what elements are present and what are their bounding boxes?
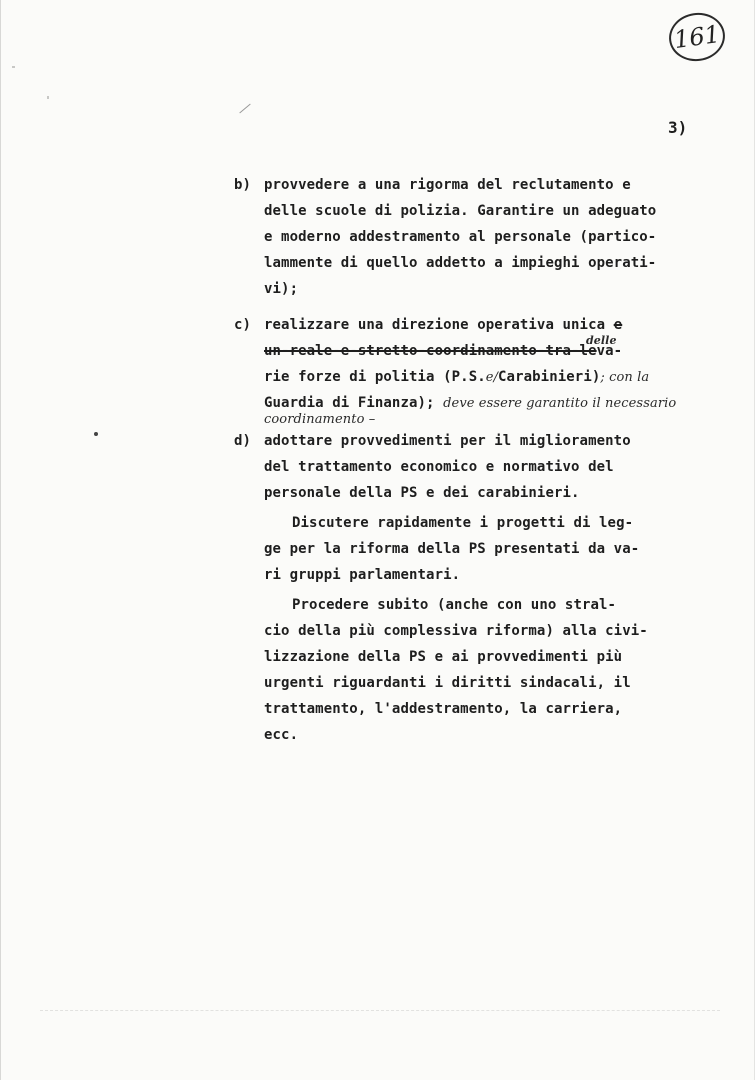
item-c-text: realizzare una direzione operativa unica <box>264 317 606 333</box>
page-number: 3) <box>668 118 688 137</box>
scan-speck <box>94 432 98 436</box>
item-c-line <box>234 334 714 364</box>
item-c-marker: c) <box>234 317 252 333</box>
item-c-text: rie forze di politia (P.S. <box>264 369 486 385</box>
item-c-line <box>234 364 714 390</box>
item-b-line <box>234 172 714 198</box>
item-d-line: personale della PS e dei carabinieri. <box>264 485 580 501</box>
paragraph-line: Procedere subito (anche con uno stral- <box>292 597 617 613</box>
paragraph-line: ecc. <box>264 727 299 743</box>
item-d-text: adottare provvedimenti per il miglioramento <box>264 433 631 449</box>
scan-speck <box>12 66 15 68</box>
item-b-marker: b) <box>234 177 252 193</box>
item-b-line: e moderno addestramento al personale (partico- <box>264 229 657 245</box>
item-b-line: delle scuole di polizia. Garantire un adeguato <box>264 203 657 219</box>
paragraph-line: Discutere rapidamente i progetti di leg- <box>292 515 634 531</box>
item-b-text: provvedere a una rigorma del reclutamento e <box>264 177 631 193</box>
scan-speck <box>47 96 49 99</box>
handwritten-insertion: ; con la <box>600 370 650 385</box>
handwritten-annotation: deve essere garantito il necessario <box>443 396 677 411</box>
item-c-text: Guardia di Finanza); <box>264 395 435 411</box>
handwritten-insertion: delle <box>586 334 617 347</box>
paragraph-line: ge per la riforma della PS presentati da va- <box>264 541 640 557</box>
item-c-text: Carabinieri) <box>498 369 601 385</box>
paragraph-line: trattamento, l'addestramento, la carriera, <box>264 701 623 717</box>
struck-text: e <box>613 317 623 333</box>
item-b-line: lammente di quello addetto a impieghi operati- <box>264 255 657 271</box>
item-c-line <box>234 312 714 338</box>
manuscript-page-number: 161 <box>666 9 728 64</box>
struck-text: un-reale-e-stretto-coordinamento-tra-le <box>264 343 597 359</box>
item-d-marker: d) <box>234 433 252 449</box>
handwritten-insertion: e/ <box>485 370 499 385</box>
paragraph-line: ri gruppi parlamentari. <box>264 567 461 583</box>
item-d-line: del trattamento economico e normativo del <box>264 459 614 475</box>
handwritten-annotation: coordinamento – <box>264 412 376 427</box>
scan-edge-line <box>40 1010 720 1012</box>
paragraph-line: urgenti riguardanti i diritti sindacali, il <box>264 675 631 691</box>
item-d-line <box>234 428 714 454</box>
item-b-line: vi); <box>264 281 299 297</box>
item-c-text: va- <box>596 343 623 359</box>
paragraph-line: lizzazione della PS e ai provvedimenti più <box>264 649 623 665</box>
paragraph-line: cio della più complessiva riforma) alla civi- <box>264 623 648 639</box>
document-body <box>234 172 714 748</box>
